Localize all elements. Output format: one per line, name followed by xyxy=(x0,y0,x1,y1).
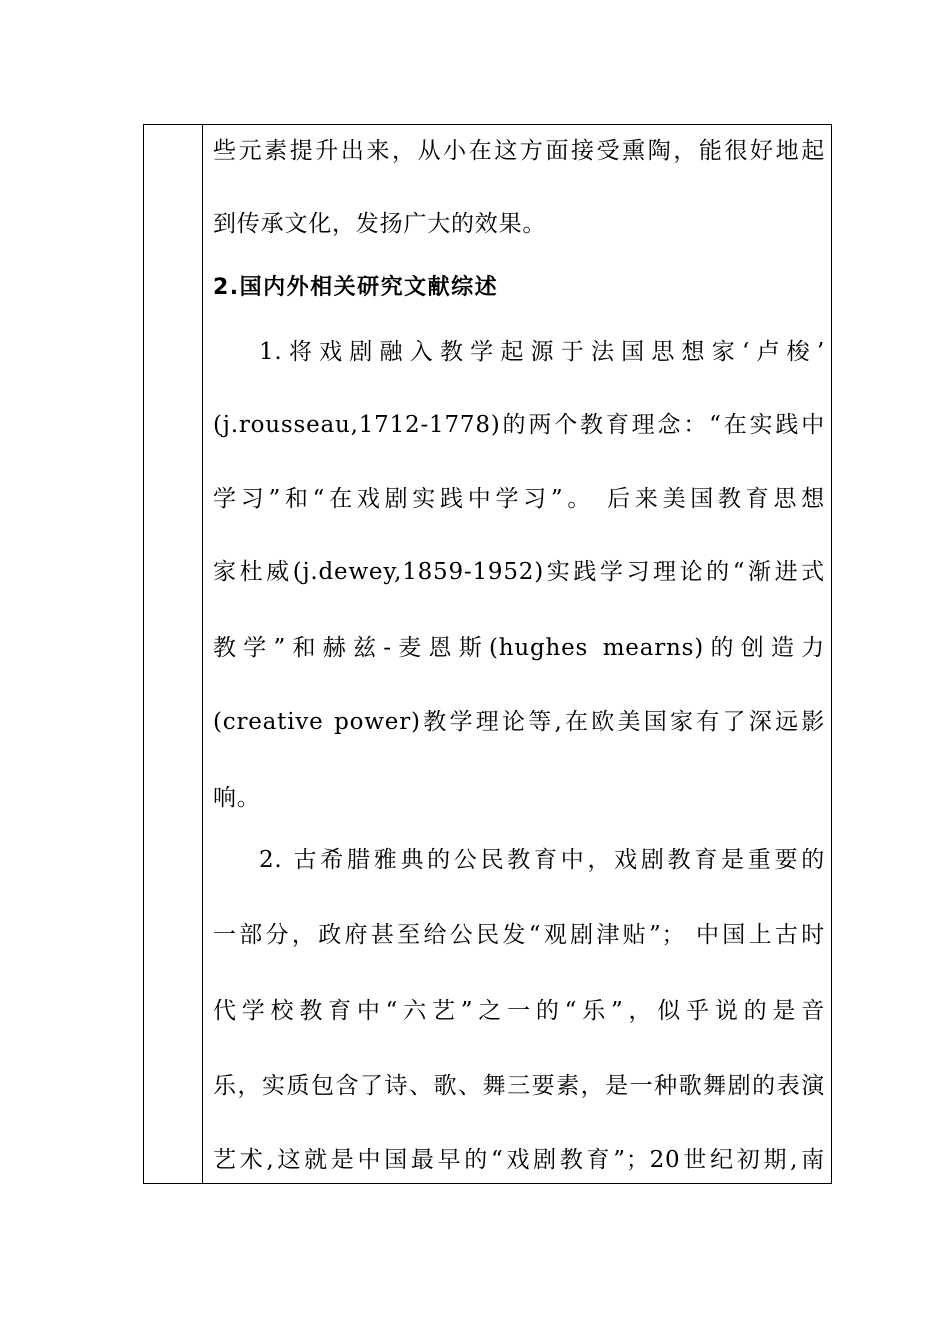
p2-line-5: 艺术,这就是中国最早的“戏剧教育”；20世纪初期,南 xyxy=(213,1147,825,1173)
p2-line-3: 代学校教育中“六艺”之一的“乐”，似乎说的是音 xyxy=(213,998,825,1024)
p1-line-2: (j.rousseau,1712-1778)的两个教育理念：“在实践中 xyxy=(213,412,825,438)
p2-line-2: 一部分，政府甚至给公民发“观剧津贴”； 中国上古时 xyxy=(213,922,825,948)
p1-line-1: 1.将戏剧融入教学起源于法国思想家‘卢梭’ xyxy=(259,339,825,365)
section-heading: 2.国内外相关研究文献综述 xyxy=(213,275,499,300)
p1-line-5: 教学”和赫兹-麦恩斯(hughes mearns)的创造力 xyxy=(213,635,825,661)
p1-line-7: 响。 xyxy=(213,785,261,811)
intro-line-2: 到传承文化，发扬广大的效果。 xyxy=(213,211,547,237)
intro-line-1: 些元素提升出来，从小在这方面接受熏陶，能很好地起 xyxy=(213,138,825,164)
p1-line-4: 家杜威(j.dewey,1859-1952)实践学习理论的“渐进式 xyxy=(213,559,825,585)
p1-line-6: (creative power)教学理论等,在欧美国家有了深远影 xyxy=(213,709,825,735)
column-divider xyxy=(202,125,203,1183)
p1-line-3: 学习”和“在戏剧实践中学习”。 后来美国教育思想 xyxy=(213,486,825,512)
p2-line-4: 乐，实质包含了诗、歌、舞三要素，是一种歌舞剧的表演 xyxy=(213,1073,825,1099)
p2-line-1: 2. 古希腊雅典的公民教育中，戏剧教育是重要的 xyxy=(259,847,825,873)
document-table xyxy=(143,124,832,1184)
